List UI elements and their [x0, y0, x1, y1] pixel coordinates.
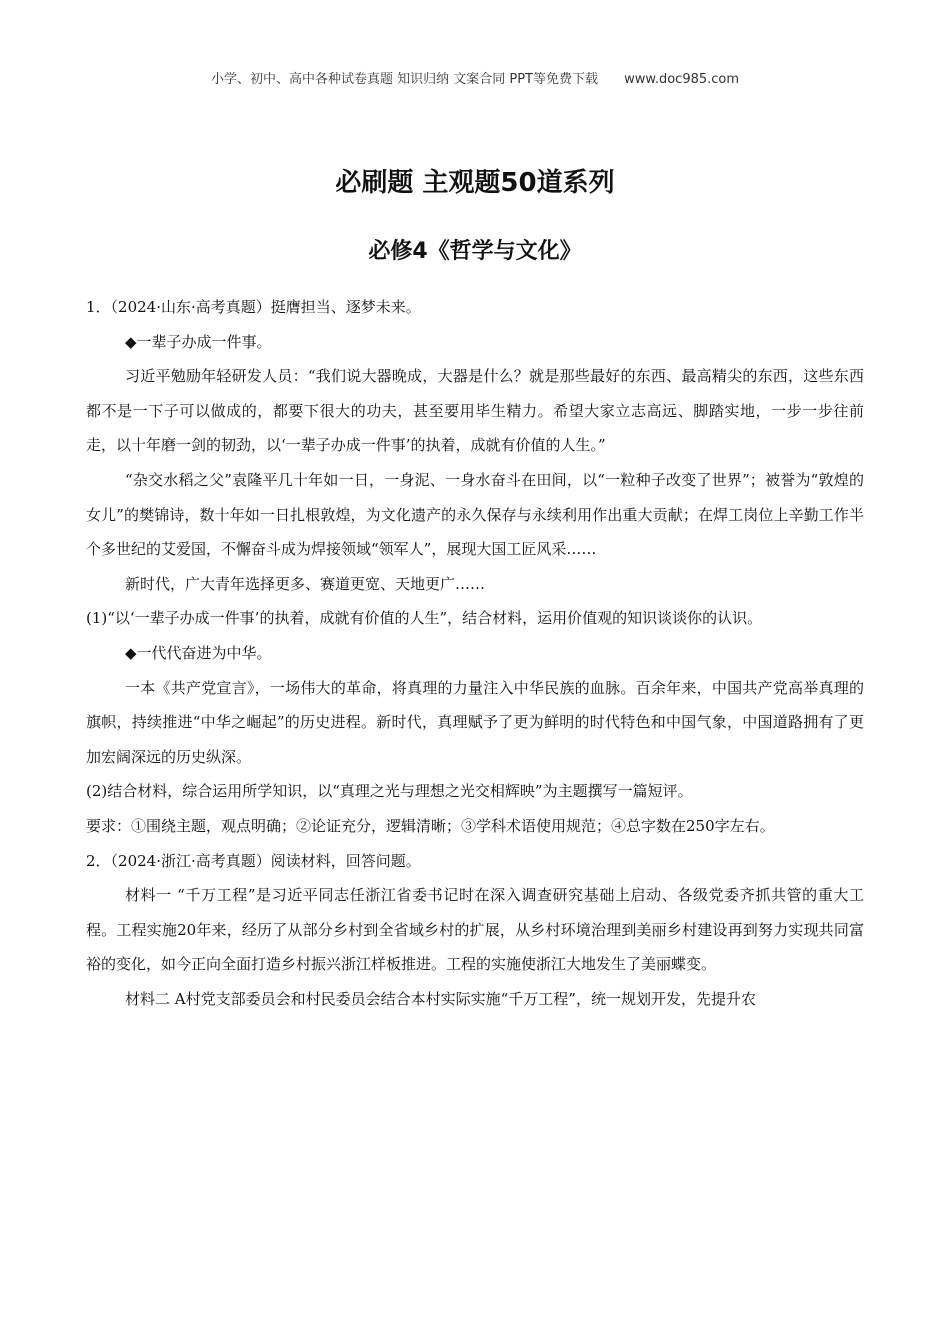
header-url[interactable]: www.doc985.com: [624, 72, 740, 87]
doc-body: [86, 290, 864, 1016]
q2-material-1: 材料一 “千万工程”是习近平同志任浙江省委书记时在深入调查研究基础上启动、各级党委齐抓共管的重大工程。工程实施20年来，经历了从部分乡村到全省域乡村的扩展，从乡村环境治理到美丽乡村建设再到努力实现共同富裕的变化，如今正向全面打造乡村振兴浙江样板推进。工程的实施使浙江大地发生了美丽蝶变。: [86, 886, 864, 974]
page-header: [0, 68, 950, 87]
q2-material-2: 材料二 A村党支部委员会和村民委员会结合本村实际实施“千万工程”，统一规划开发，先提升农: [125, 989, 756, 1008]
q2-intro: 2．（2024·浙江·高考真题）阅读材料，回答问题。: [86, 851, 421, 870]
q1-bullet-2: ◆一代代奋进为中华。: [125, 643, 272, 662]
q1-subquestion-1: (1)“以‘一辈子办成一件事’的执着，成就有价值的人生”，结合材料，运用价值观的知识谈谈你的认识。: [86, 609, 763, 628]
q1-paragraph-3: 新时代，广大青年选择更多、赛道更宽、天地更广……: [125, 574, 486, 593]
q1-bullet-1: ◆一辈子办成一件事。: [125, 332, 272, 351]
doc-title: 必刷题 主观题50道系列: [335, 168, 615, 198]
q1-paragraph-4: 一本《共产党宣言》，一场伟大的革命，将真理的力量注入中华民族的血脉。百余年来，中国共产党高举真理的旗帜，持续推进“中华之崛起”的历史进程。新时代，真理赋予了更为鲜明的时代特色和中国气象，中国道路拥有了更加宏阔深远的历史纵深。: [86, 678, 864, 766]
q1-paragraph-1: 习近平勉励年轻研发人员：“我们说大器晚成，大器是什么？就是那些最好的东西、最高精尖的东西，这些东西都不是一下子可以做成的，都要下很大的功夫，甚至要用毕生精力。希望大家立志高远、脚踏实地，一步一步往前走，以十年磨一剑的韧劲，以‘一辈子办成一件事’的执着，成就有价值的人生。”: [86, 367, 864, 455]
doc-subtitle: 必修4《哲学与文化》: [368, 239, 582, 264]
q1-requirements: 要求：①围绕主题，观点明确；②论证充分，逻辑清晰；③学科术语使用规范；④总字数在250字左右。: [86, 816, 775, 835]
q1-intro: 1．（2024·山东·高考真题）挺膺担当、逐梦未来。: [86, 298, 421, 316]
q1-paragraph-2: “杂交水稻之父”袁隆平几十年如一日，一身泥、一身水奋斗在田间，以“一粒种子改变了世界”；被誉为“敦煌的女儿”的樊锦诗，数十年如一日扎根敦煌，为文化遗产的永久保存与永续利用作出重大贡献；在焊工岗位上辛勤工作半个多世纪的艾爱国，不懈奋斗成为焊接领域“领军人”，展现大国工匠风采……: [86, 470, 864, 559]
header-text: 小学、初中、高中各种试卷真题 知识归纳 文案合同 PPT等免费下载: [210, 72, 598, 87]
q1-subquestion-2: (2)结合材料，综合运用所学知识，以“真理之光与理想之光交相辉映”为主题撰写一篇短评。: [86, 782, 693, 801]
